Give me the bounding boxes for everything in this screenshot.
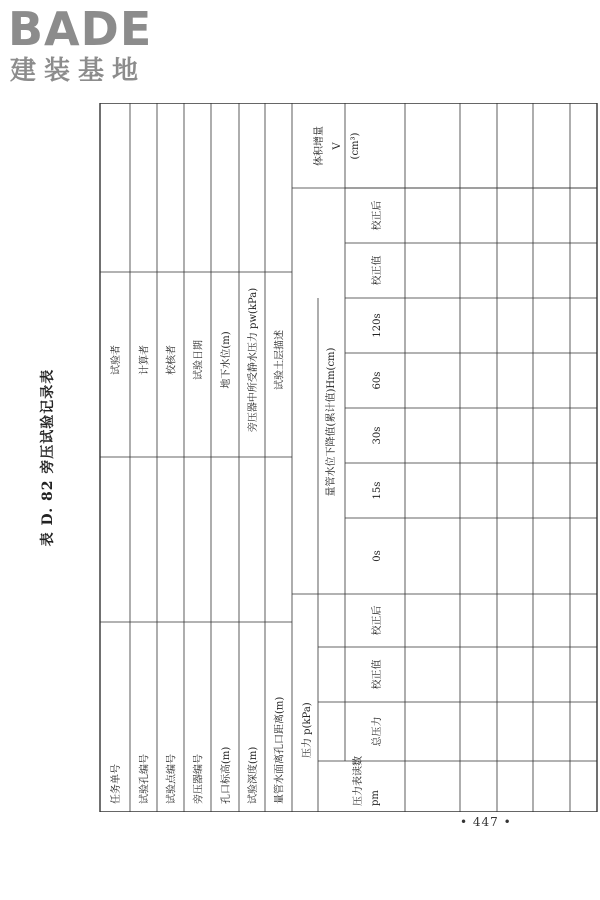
info-label-right: 试验者 [111, 345, 122, 375]
header-volume-symbol: V [332, 142, 343, 150]
header-time-0s: 0s [372, 550, 383, 562]
header-volume-unit: (cm³) [350, 132, 361, 160]
header-after-correction-2: 校正后 [372, 200, 383, 231]
info-label-left: 试验深度(m) [248, 746, 259, 804]
logo [8, 2, 183, 90]
info-label-right: 试验日期 [193, 340, 205, 380]
info-label-right: 计算者 [139, 345, 151, 375]
table-caption: 表 D. 82 旁压试验记录表 [40, 368, 56, 547]
header-time-60s: 60s [372, 371, 383, 390]
record-table [0, 103, 600, 812]
info-label-left: 试验孔编号 [139, 754, 151, 804]
page-number: • 447 • [460, 815, 512, 829]
header-drop-group: 量管水位下降值(累计值)Hm(cm) [326, 347, 337, 497]
header-correction-value-2: 校正值 [372, 255, 383, 286]
header-volume-label: 体积增量 [314, 126, 325, 166]
info-label-right: 旁压器中所受静水压力 pw(kPa) [248, 287, 259, 433]
rotated-page [0, 103, 600, 812]
info-label-right: 试验土层描述 [274, 330, 286, 390]
header-time-30s: 30s [372, 426, 383, 445]
header-pressure-group: 压力 p(kPa) [302, 702, 313, 758]
info-label-left: 试验点编号 [166, 754, 178, 804]
header-after-correction: 校正后 [372, 605, 383, 636]
header-time-120s: 120s [372, 313, 383, 338]
header-total-pressure: 总压力 [372, 716, 383, 747]
header-correction-value: 校正值 [372, 659, 383, 690]
info-label-left: 任务单号 [111, 764, 122, 804]
info-label-left: 孔口标高(m) [221, 746, 232, 804]
header-reading-symbol: pm [370, 790, 381, 806]
logo-brand: BADE [8, 2, 153, 56]
logo-subtitle: 建装基地 [10, 56, 147, 86]
header-reading-label: 压力表读数 [353, 756, 364, 806]
header-time-15s: 15s [372, 481, 383, 500]
info-label-left: 旁压器编号 [193, 754, 205, 804]
info-label-right: 地下水位(m) [221, 331, 232, 389]
info-label-left: 量管水面离孔口距离(m) [274, 696, 286, 804]
info-label-right: 校核者 [166, 345, 178, 375]
